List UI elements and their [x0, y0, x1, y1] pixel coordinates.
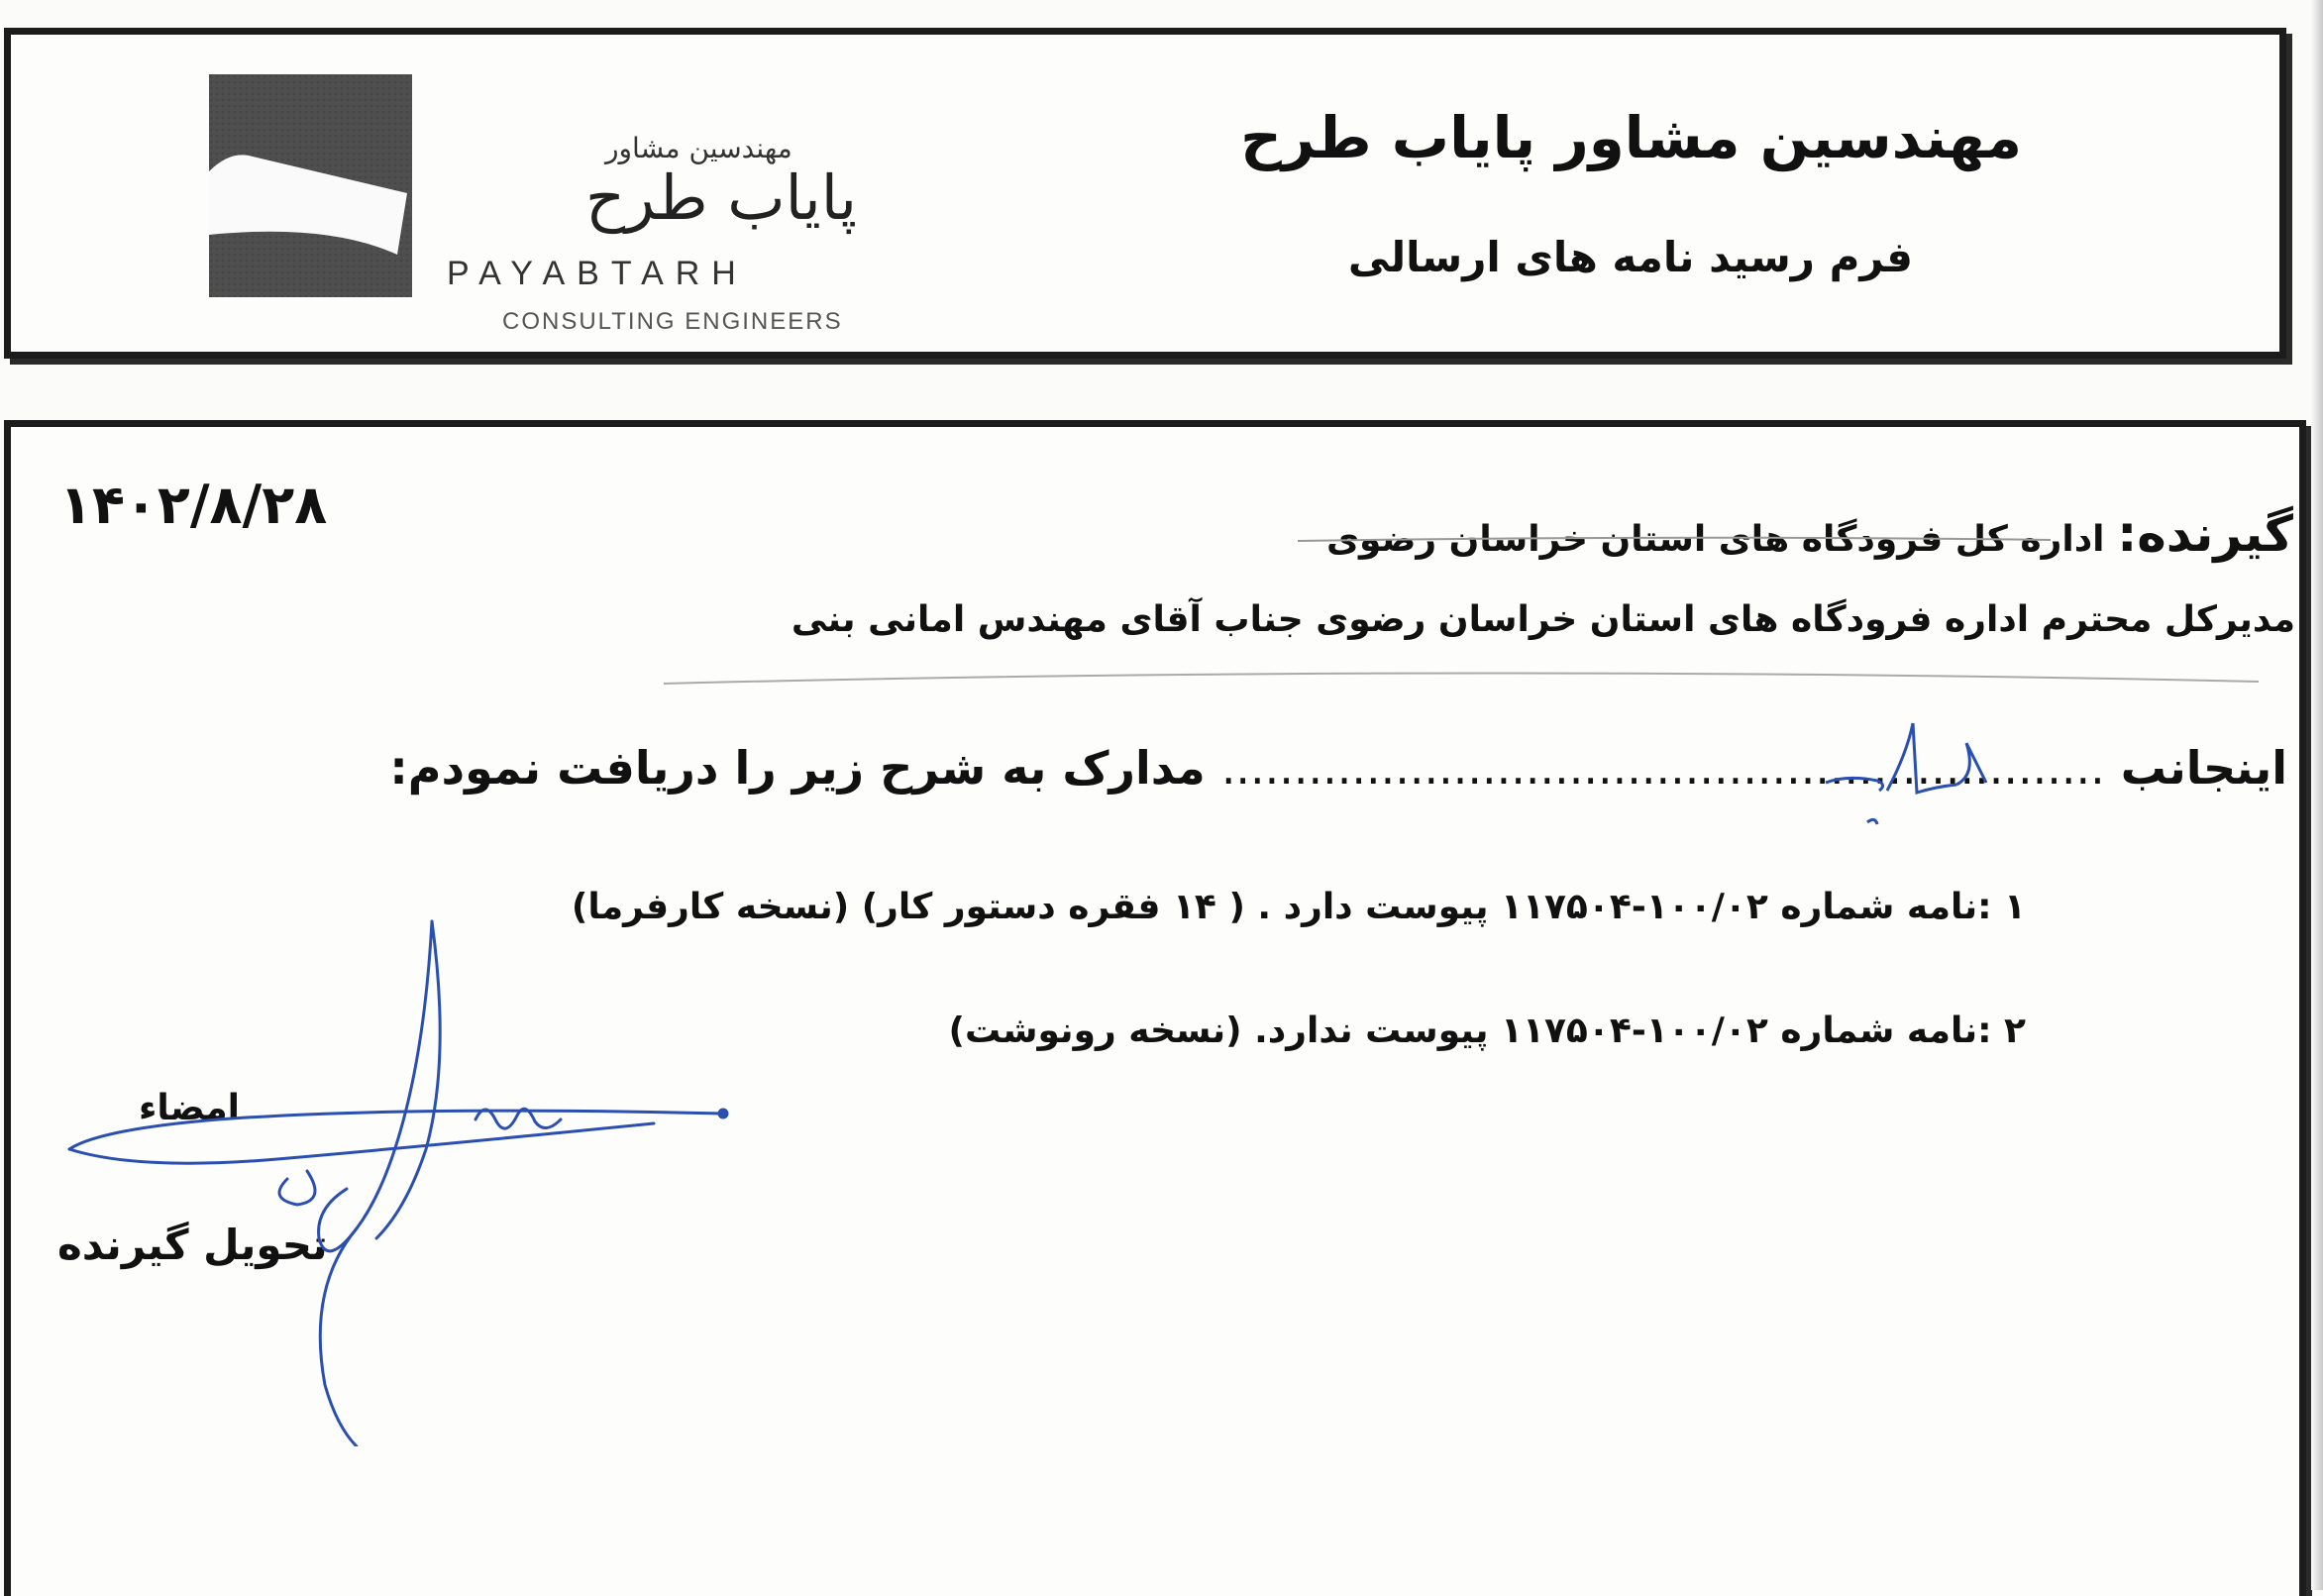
- addressee-line: مدیرکل محترم اداره فرودگاه های استان خراسان رضوی جناب آقای مهندس امانی بنی: [791, 599, 2295, 640]
- document-item-2: ۲ :نامه شماره ۱۰۰/۰۲-۱۱۷۵۰۴ پیوست ندارد. (نسخه رونوشت): [948, 1011, 2026, 1051]
- logo-english-name: PAYABTARH: [447, 255, 748, 292]
- handwritten-receiver-name: [1818, 713, 1996, 842]
- signature-label: امضاء: [139, 1088, 241, 1128]
- receipt-suffix: مدارک به شرح زیر را دریافت نمودم:: [389, 741, 1206, 795]
- recipient-row: [1326, 505, 2293, 563]
- header-box: [4, 28, 2286, 359]
- letter-date: ۱۴۰۲/۸/۲۸: [59, 474, 328, 536]
- document-item-1: ۱ :نامه شماره ۱۰۰/۰۲-۱۱۷۵۰۴ پیوست دارد . ( ۱۴ فقره دستور کار) (نسخه کارفرما): [571, 887, 2026, 927]
- company-logo-mark: [209, 74, 412, 297]
- logo-persian-subtitle: مهندسین مشاور: [605, 132, 792, 164]
- handwritten-signature: [59, 911, 753, 1446]
- logo-persian-name: پایاب طرح: [585, 161, 857, 234]
- addressee-underline: [664, 664, 2259, 703]
- logo-english-subtitle: CONSULTING ENGINEERS: [502, 308, 843, 335]
- receipt-prefix: اینجانب: [2120, 741, 2287, 795]
- receiver-label: تحویل گیرنده: [57, 1221, 328, 1269]
- company-title: مهندسین مشاور پایاب طرح: [1240, 104, 2022, 171]
- recipient-value: اداره کل فرودگاه های استان خراسان رضوی: [1326, 519, 2105, 560]
- recipient-underline: [1298, 535, 2051, 545]
- receipt-name-blank: .............................................................: [1220, 741, 2105, 795]
- form-title: فرم رسید نامه های ارسالی: [1347, 233, 1913, 281]
- receipt-statement: [389, 741, 2287, 795]
- scan-edge-shadow: [2311, 0, 2323, 1590]
- recipient-label: گیرنده:: [2117, 505, 2293, 563]
